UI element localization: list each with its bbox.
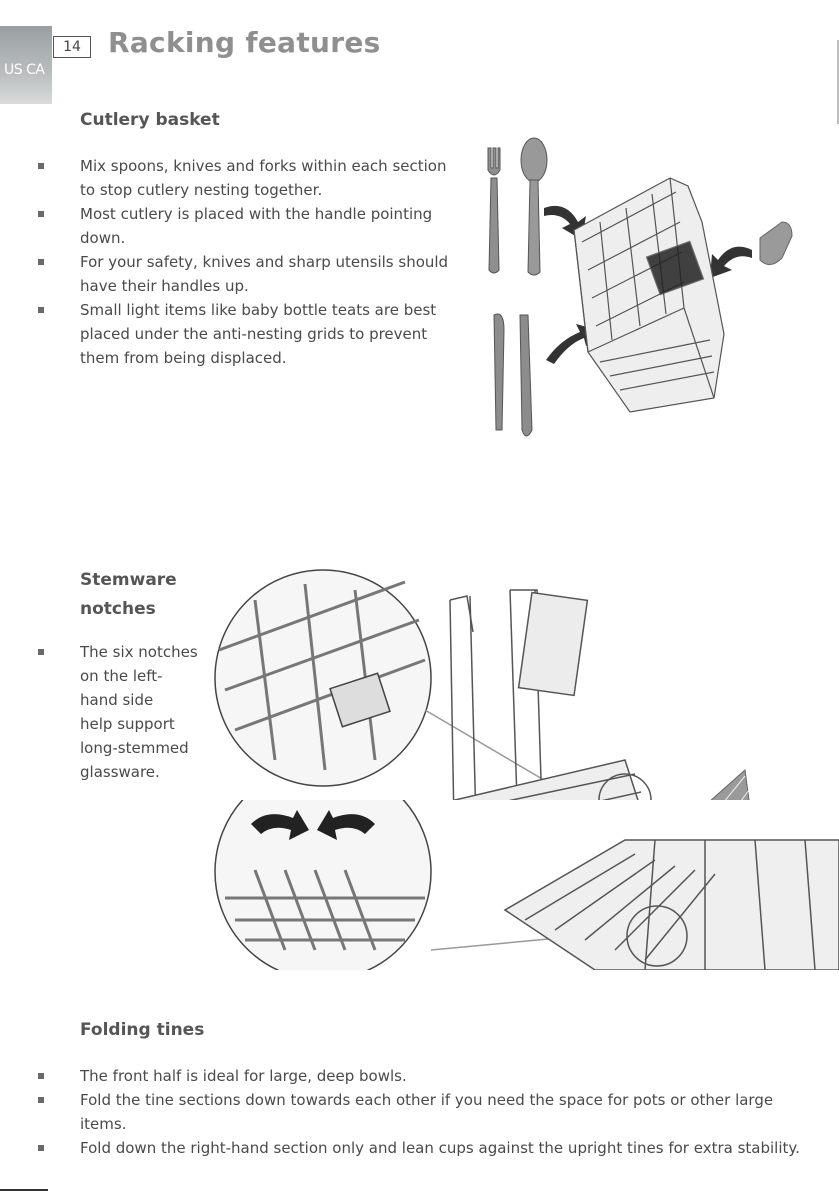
- cutlery-basket-illustration: [470, 130, 830, 460]
- magnifier-circle: [215, 570, 431, 786]
- bullet-line: on the left-: [80, 667, 163, 685]
- cutlery-heading: Cutlery basket: [80, 110, 220, 130]
- folding-bullet: The front half is ideal for large, deep bowls.: [58, 1064, 818, 1088]
- stemware-bullets: [58, 640, 208, 784]
- bullet-line: long-stemmed: [80, 739, 189, 757]
- cutlery-bullet: Mix spoons, knives and forks within each section to stop cutlery nesting together.: [58, 154, 458, 202]
- folding-bullets: [58, 1064, 818, 1160]
- magnifier-circle: [215, 800, 431, 970]
- tine-fan: [655, 770, 765, 800]
- folding-bullet: Fold down the right-hand section only and lean cups against the upright tines for extra stability.: [58, 1136, 818, 1160]
- page-title: Racking features: [108, 26, 381, 59]
- cutlery-bullet: Small light items like baby bottle teats are best placed under the anti-nesting grids to prevent them from being displaced.: [58, 298, 458, 370]
- folding-bullet: Fold the tine sections down towards each other if you need the space for pots or other large items.: [58, 1088, 818, 1136]
- cutlery-bullets: [58, 154, 458, 370]
- rack-illustration: [205, 560, 839, 800]
- knife-icon: [494, 314, 532, 436]
- region-label: US CA: [4, 62, 45, 78]
- stemware-heading-line: notches: [80, 599, 156, 619]
- bullet-line: The six notches: [80, 643, 198, 661]
- folding-heading: Folding tines: [80, 1020, 205, 1040]
- rack-lower-illustration: [205, 800, 839, 970]
- page-number: 14: [53, 36, 91, 58]
- bullet-line: help support: [80, 715, 175, 733]
- stemware-heading-line: Stemware: [80, 570, 177, 590]
- bullet-line: hand side: [80, 691, 154, 709]
- cutlery-bullet: Most cutlery is placed with the handle pointing down.: [58, 202, 458, 250]
- bullet-line: glassware.: [80, 763, 160, 781]
- spoon-icon: [521, 138, 547, 275]
- fork-icon: [488, 148, 500, 273]
- stemware-heading: [80, 566, 177, 624]
- stemware-bullet: [58, 640, 208, 784]
- bottle-teat-icon: [760, 222, 792, 265]
- basket-icon: [574, 178, 724, 412]
- region-tab: [0, 26, 52, 104]
- rack-frame: [450, 590, 645, 800]
- cutlery-bullet: For your safety, knives and sharp utensils should have their handles up.: [58, 250, 458, 298]
- lower-rack: [505, 840, 839, 970]
